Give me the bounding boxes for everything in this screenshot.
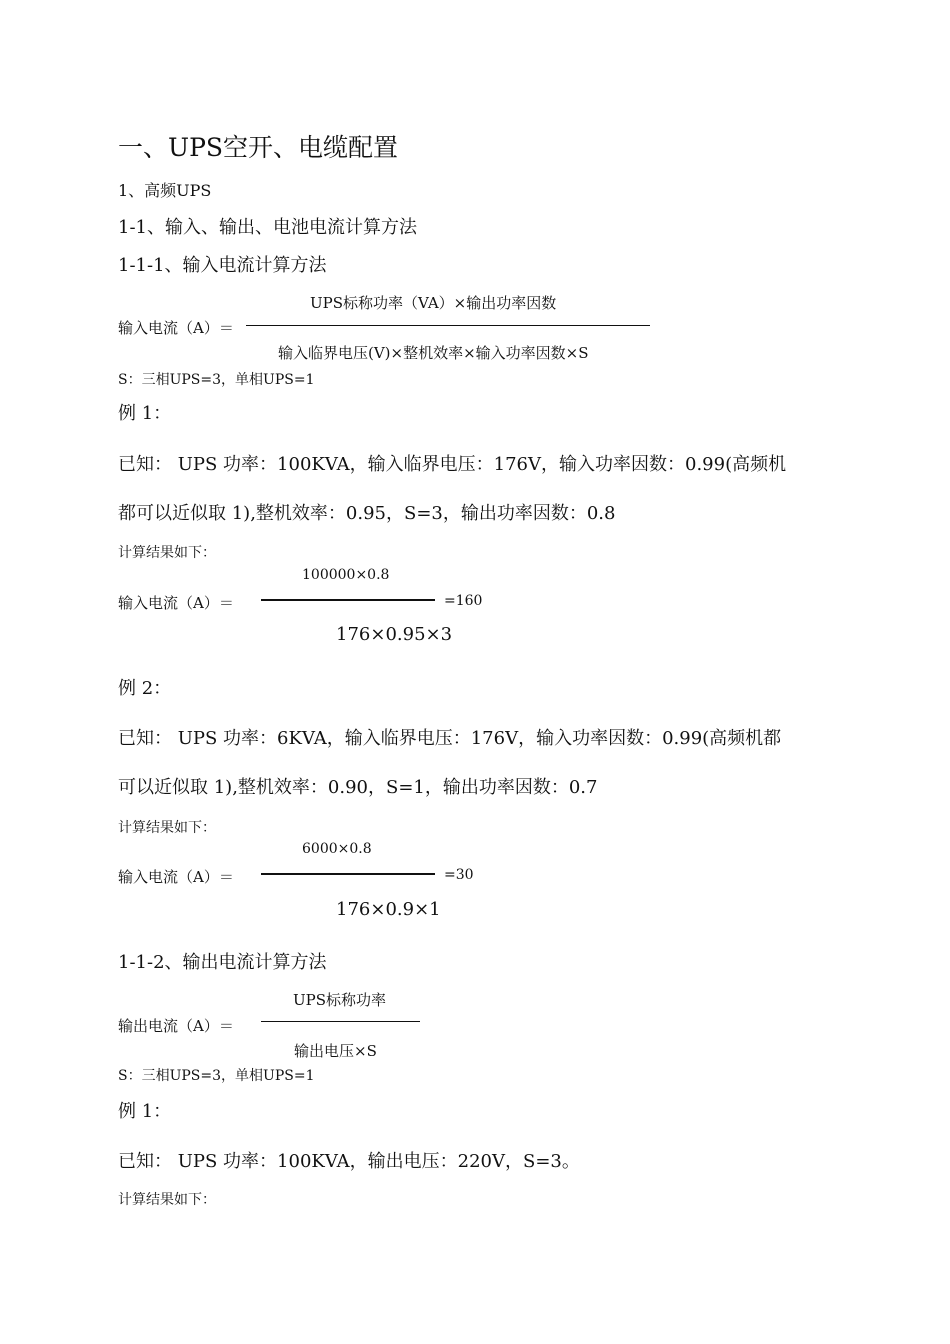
result-label: 计算结果如下： bbox=[118, 545, 216, 561]
formula-denominator: 输出电压×S bbox=[294, 1042, 377, 1060]
result-label: 计算结果如下： bbox=[118, 1192, 216, 1208]
calc-numerator: 100000×0.8 bbox=[302, 567, 390, 583]
example-known-line: 已知： UPS 功率：100KVA，输出电压：220V，S=3。 bbox=[118, 1151, 580, 1172]
s-note: S：三相UPS=3，单相UPS=1 bbox=[118, 372, 315, 388]
formula-numerator: UPS标称功率（VA）×输出功率因数 bbox=[310, 294, 557, 312]
calc-numerator: 6000×0.8 bbox=[302, 841, 372, 857]
example-label: 例 1： bbox=[118, 403, 172, 424]
s-note: S：三相UPS=3，单相UPS=1 bbox=[118, 1068, 315, 1084]
fraction-bar bbox=[261, 873, 435, 875]
example-known-line: 已知： UPS 功率：100KVA，输入临界电压：176V，输入功率因数：0.99(高频机 bbox=[118, 454, 787, 475]
page-title: 一、UPS空开、电缆配置 bbox=[118, 133, 399, 162]
fraction-bar bbox=[246, 325, 650, 326]
section-heading-1: 1、高频UPS bbox=[118, 181, 212, 200]
section-heading-1-1-2: 1-1-2、输出电流计算方法 bbox=[118, 952, 327, 973]
example-label: 例 1： bbox=[118, 1101, 172, 1122]
calc-denominator: 176×0.9×1 bbox=[336, 899, 441, 920]
fraction-bar bbox=[261, 1021, 420, 1022]
calc-lhs: 输入电流（A）＝ bbox=[118, 594, 234, 612]
fraction-bar bbox=[261, 599, 435, 601]
calc-denominator: 176×0.95×3 bbox=[336, 624, 453, 645]
result-label: 计算结果如下： bbox=[118, 820, 216, 836]
calc-result: =30 bbox=[444, 867, 474, 883]
section-heading-1-1-1: 1-1-1、输入电流计算方法 bbox=[118, 255, 327, 276]
formula-numerator: UPS标称功率 bbox=[293, 991, 387, 1009]
formula-lhs: 输入电流（A）＝ bbox=[118, 319, 234, 337]
section-heading-1-1: 1-1、输入、输出、电池电流计算方法 bbox=[118, 217, 417, 238]
formula-lhs: 输出电流（A）＝ bbox=[118, 1017, 234, 1035]
example-known-line: 可以近似取 1),整机效率：0.90，S=1，输出功率因数：0.7 bbox=[118, 777, 598, 798]
example-known-line: 已知： UPS 功率：6KVA，输入临界电压：176V，输入功率因数：0.99(高频机都 bbox=[118, 728, 782, 749]
formula-denominator: 输入临界电压(V)×整机效率×输入功率因数×S bbox=[278, 344, 589, 362]
calc-result: =160 bbox=[444, 593, 483, 609]
calc-lhs: 输入电流（A）＝ bbox=[118, 868, 234, 886]
example-label: 例 2： bbox=[118, 678, 172, 699]
example-known-line: 都可以近似取 1),整机效率：0.95，S=3，输出功率因数：0.8 bbox=[118, 503, 616, 524]
